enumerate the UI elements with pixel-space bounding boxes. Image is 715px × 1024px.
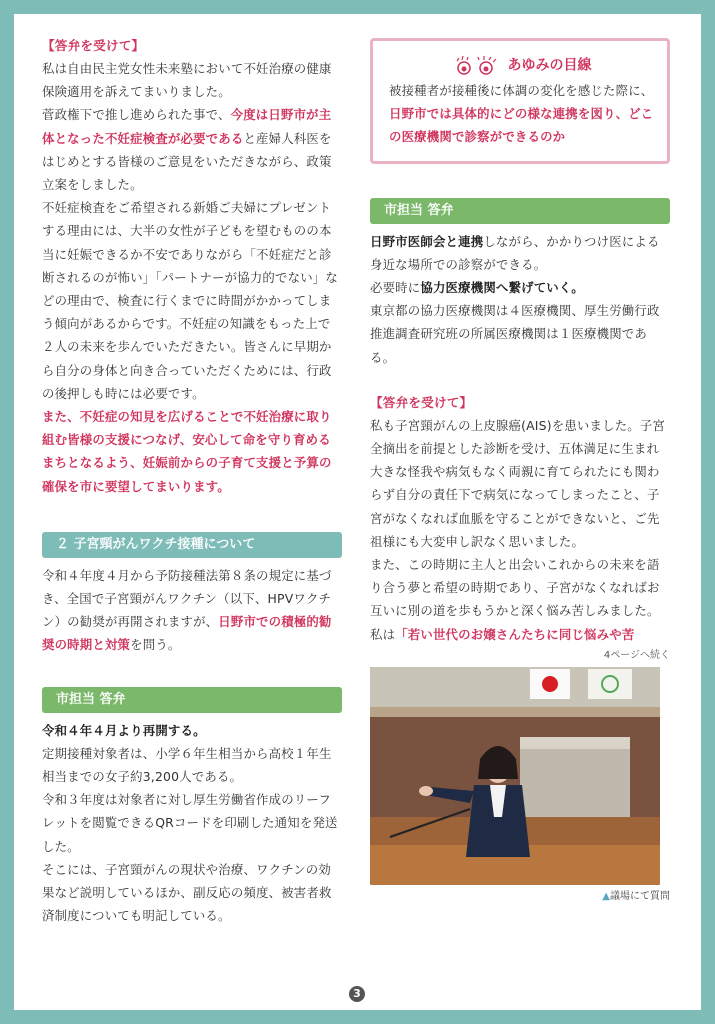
- paragraph: [389, 79, 655, 149]
- paragraph: また、この時期に主人と出会いこれからの未来を語り合う夢と希望の時期であり、子宮がなくなればお互いに別の道を歩もうかと深く悩み苦しみました。: [370, 557, 660, 619]
- left-column: [42, 34, 342, 928]
- text-span: しながら、かかりつけ医による身近な場所での診察ができる。: [370, 233, 660, 272]
- paragraph: 私も子宮頸がんの上皮腺癌(AIS)を患いました。子宮全摘出を前提とした診断を受け、五体満足に生まれ大きな怪我や病気もなく両親に育てられたにも関わらず自分の責任下で病気になってしまったこと、子宮がなくなれば血脈を守ることができないと、ご先祖様にも大変申し訳なく思いました。: [370, 417, 666, 549]
- section-title-bar: ２ 子宮頸がんワクチ接種について: [42, 532, 342, 558]
- paragraph: [370, 276, 670, 299]
- ayumi-viewpoint-box: [370, 38, 670, 164]
- bold-text: 日野市医師会と連携: [370, 233, 484, 249]
- paragraph: そこには、子宮頸がんの現状や治療、ワクチンの効果など説明しているほか、副反応の頻度、被害者救済制度についても明記している。: [42, 861, 332, 924]
- highlight-text: 今度は日野市が主体となった不妊症検査が必要である: [42, 107, 332, 146]
- highlight-text: 日野市では具体的にどの様な連携を図り、どこの医療機関で診察ができるのか: [389, 106, 654, 145]
- paragraph: 不妊症検査をご希望される新婚ご夫婦にプレゼントする理由には、大半の女性が子どもを望むものの本当に妊娠できるか不安でありながら「不妊症だと診断されるのが怖い」「パートナーが協力的でない」などの理由で、検査に行くまでに時間がかかってしまう傾向があるからです。不妊症の知識をもった上で２人の未来を歩んでいただきたい。皆さんに早期から自分の身体と向き合っていただくためには、行政の後押しも時には必要です。: [42, 200, 338, 401]
- paragraph: [42, 103, 342, 196]
- continued-note: 4ページへ続く: [603, 649, 670, 661]
- highlight-text: 日野市での積極的勧奨の時期と対策: [42, 614, 332, 653]
- caption-text: 議場にて質問: [610, 890, 670, 902]
- page-number: 3: [349, 986, 365, 1002]
- ayumi-title-text: あゆみの目線: [507, 57, 592, 74]
- text-span: 私は: [370, 626, 396, 642]
- paragraph: 令和３年度は対象者に対し厚生労働省作成のリーフレットを閲覧できるQRコードを印刷した通知を発送した。: [42, 792, 338, 854]
- photo-illustration: [370, 667, 660, 885]
- answer-title-bar: 市担当 答弁: [42, 687, 342, 713]
- paragraph: [42, 564, 342, 657]
- text-span: 令和４年度４月から予防接種法第８条の規定に基づき、全国で子宮頸がんワクチン（以下、HPVワクチン）の勧奨が再開されますが、: [42, 567, 332, 630]
- section-heading: 【答弁を受けて】: [42, 38, 145, 53]
- text-span: 必要時に: [370, 280, 421, 296]
- highlight-paragraph: また、不妊症の知見を広げることで不妊治療に取り組む皆様の支援につなげ、安心して命を守り育めるまちとなるよう、妊娠前からの子育て支援と予算の確保を市に要望してまいります。: [42, 409, 332, 494]
- bold-text: 協力医療機関へ繋げていく。: [420, 280, 584, 296]
- paragraph: [370, 230, 670, 276]
- section-heading: 【答弁を受けて】: [370, 394, 473, 410]
- text-span: を問う。: [130, 637, 181, 653]
- eyes-icon: [452, 55, 502, 77]
- paragraph: 私は自由民主党女性未来塾において不妊治療の健康保険適用を訴えてまいりました。: [42, 61, 332, 100]
- paragraph: 定期接種対象者は、小学６年生相当から高校１年生相当までの女子約3,200人である。: [42, 745, 332, 785]
- paragraph: [370, 623, 670, 646]
- triangle-icon: ▲: [602, 890, 610, 902]
- text-span: と産婦人科医をはじめとする皆様のご意見をいただきながら、政策立案をしました。: [42, 130, 332, 193]
- answer-summary: 令和４年４月より再開する。: [42, 722, 206, 738]
- photo-caption: [370, 887, 670, 902]
- answer-title-bar: 市担当 答弁: [370, 198, 670, 224]
- right-column: [370, 38, 670, 902]
- highlight-text: 「若い世代のお嬢さんたちに同じ悩みや苦: [395, 626, 635, 642]
- paragraph: 東京都の協力医療機関は４医療機関、厚生労働行政推進調査研究班の所属医療機関は１医療機関である。: [370, 303, 660, 365]
- text-span: 被接種者が接種後に体調の変化を感じた際に、: [389, 83, 654, 98]
- assembly-photo: [370, 667, 660, 885]
- ayumi-title: [389, 51, 655, 79]
- text-span: 菅政権下で推し進められた事で、: [42, 107, 231, 123]
